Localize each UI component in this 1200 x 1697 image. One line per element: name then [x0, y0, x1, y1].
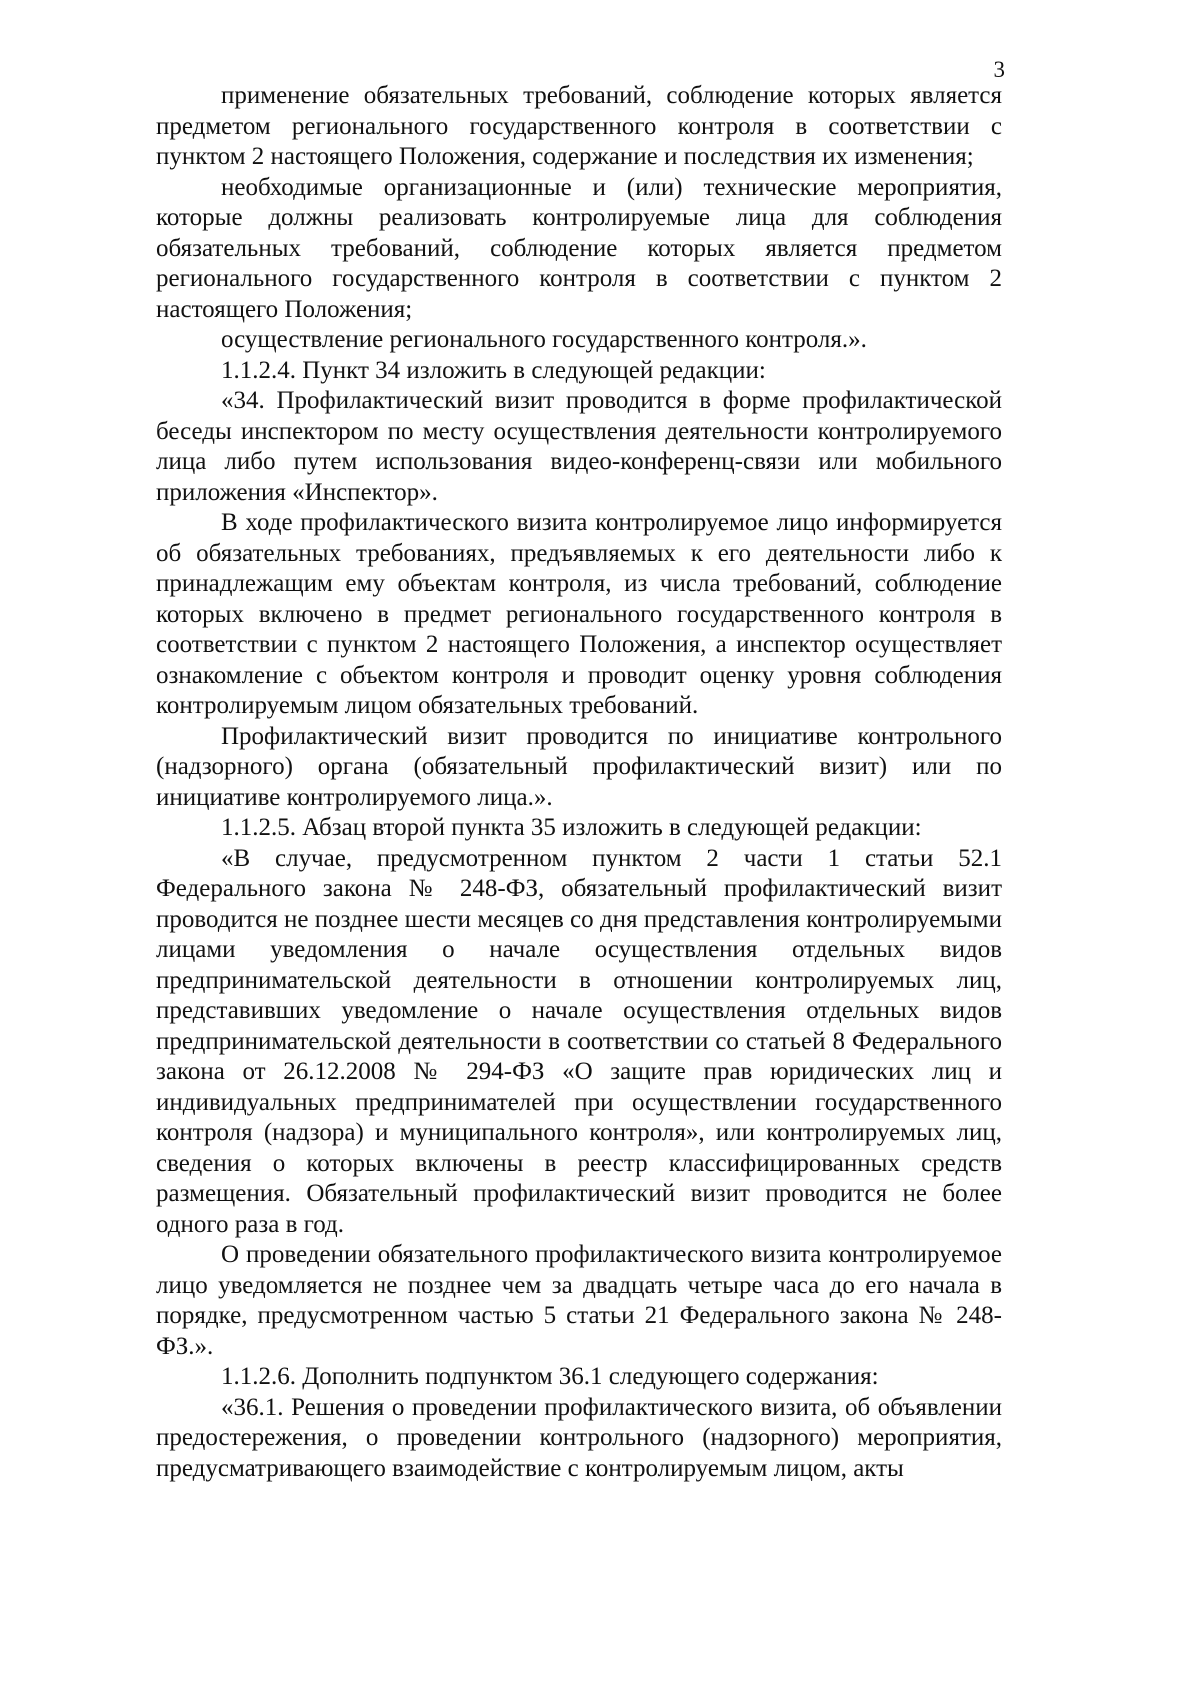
paragraph: «В случае, предусмотренном пунктом 2 части 1 статьи 52.1 Федерального закона № 248-ФЗ, обязательный профилактический визит проводится не позднее шести месяцев со дня представления контролируемыми лицами уведомления о начале осуществления отдельных видов предпринимательской деятельности в отношении контролируемых лиц, представивших уведомление о начале осуществления отдельных видов предпринимательской деятельности в соответствии со статьей 8 Федерального закона от 26.12.2008 № 294-ФЗ «О защите прав юридических лиц и индивидуальных предпринимателей при осуществлении государственного контроля (надзора) и муниципального контроля», или контролируемых лиц, сведения о которых включены в реестр классифицированных средств размещения. Обязательный профилактический визит проводится не более одного раза в год. — [156, 844, 1002, 1238]
paragraph: осуществление регионального государственного контроля.». — [221, 326, 867, 353]
page-number: 3 — [993, 57, 1005, 82]
paragraph: 1.1.2.5. Абзац второй пункта 35 изложить в следующей редакции: — [221, 814, 922, 841]
paragraph: применение обязательных требований, соблюдение которых является предметом регионального государственного контроля в соответствии с пунктом 2 настоящего Положения, содержание и последствия их изменения; — [156, 82, 1002, 170]
paragraph: 1.1.2.4. Пункт 34 изложить в следующей редакции: — [221, 356, 766, 384]
paragraph: Профилактический визит проводится по инициативе контрольного (надзорного) органа (обязательный профилактический визит) или по инициативе контролируемого лица.». — [156, 722, 1002, 811]
paragraph: О проведении обязательного профилактического визита контролируемое лицо уведомляется не позднее чем за двадцать четыре часа до его начала в порядке, предусмотренном частью 5 статьи 21 Федерального закона № 248-ФЗ.». — [156, 1241, 1002, 1360]
paragraph: «36.1. Решения о проведении профилактического визита, об объявлении предостережения, о проведении контрольного (надзорного) мероприятия, предусматривающего взаимодействие с контролируемым лицом, акты — [156, 1393, 1002, 1482]
paragraph: 1.1.2.6. Дополнить подпунктом 36.1 следующего содержания: — [221, 1363, 879, 1390]
paragraph: «34. Профилактический визит проводится в форме профилактической беседы инспектором по месту осуществления деятельности контролируемого лица либо путем использования видео-конференц-связи или мобильного приложения «Инспектор». — [156, 387, 1002, 506]
paragraph: В ходе профилактического визита контролируемое лицо информируется об обязательных требованиях, предъявляемых к его деятельности либо к принадлежащим ему объектам контроля, из числа требований, соблюдение которых включено в предмет регионального государственного контроля в соответствии с пунктом 2 настоящего Положения, а инспектор осуществляет ознакомление с объектом контроля и проводит оценку уровня соблюдения контролируемым лицом обязательных требований. — [156, 509, 1002, 719]
paragraph: необходимые организационные и (или) технические мероприятия, которые должны реализовать контролируемые лица для соблюдения обязательных требований, соблюдение которых является предметом регионального государственного контроля в соответствии с пунктом 2 настоящего Положения; — [156, 173, 1002, 323]
document-body — [156, 81, 1002, 1484]
